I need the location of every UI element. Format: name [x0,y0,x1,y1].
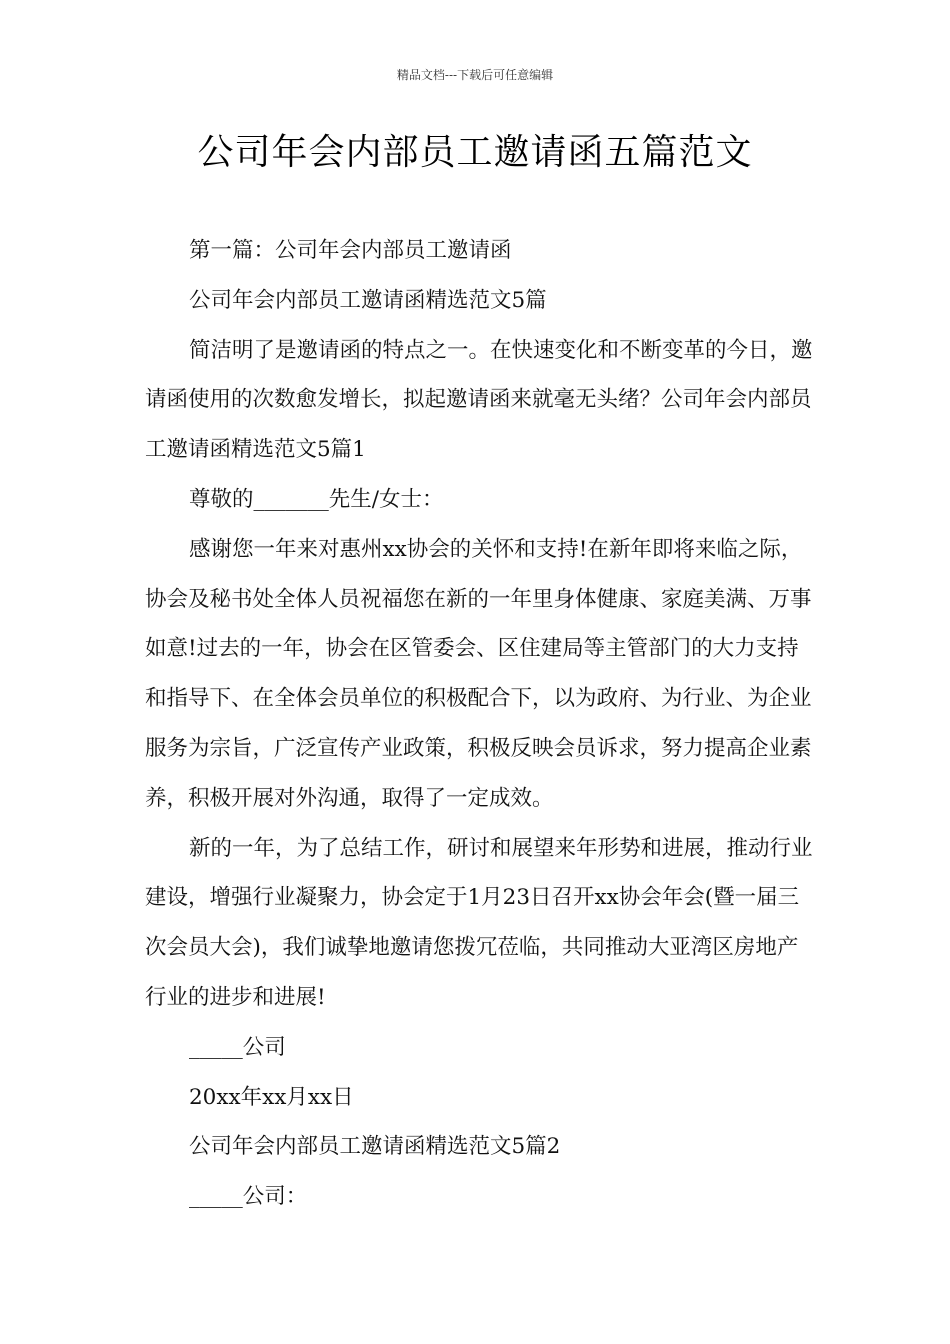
signature-date: 20xx年xx月xx日 [189,1084,354,1110]
document-body [145,226,815,1222]
intro-paragraph: 简洁明了是邀请函的特点之一。在快速变化和不断变革的今日，邀请函使用的次数愈发增长，拟起邀请函来就毫无头绪？公司年会内部员工邀请函精选范文5篇1 [145,337,813,463]
section-heading: 第一篇：公司年会内部员工邀请函 [189,238,512,263]
salutation: _____公司： [189,1184,308,1210]
document-title: 公司年会内部员工邀请函五篇范文 [197,132,753,173]
subtitle-line: 公司年会内部员工邀请函精选范文5篇2 [189,1134,561,1160]
subtitle-line: 公司年会内部员工邀请函精选范文5篇 [189,287,547,313]
body-paragraph: 感谢您一年来对惠州xx协会的关怀和支持!在新年即将来临之际，协会及秘书处全体人员祝福您在新的一年里身体健康、家庭美满、万事如意!过去的一年，协会在区管委会、区住建局等主管部门的大力支持和指导下、在全体会员单位的积极配合下，以为政府、为行业、为企业服务为宗旨，广泛宣传产业政策，积极反映会员诉求，努力提高企业素养，积极开展对外沟通，取得了一定成效。 [145,536,812,811]
body-paragraph: 新的一年，为了总结工作，研讨和展望来年形势和进展，推动行业建设，增强行业凝聚力，协会定于1月23日召开xx协会年会(暨一届三次会员大会)，我们诚挚地邀请您拨冗莅临，共同推动大亚湾区房地产行业的进步和进展! [145,835,813,1010]
header-note: 精品文档---下载后可任意编辑 [396,68,554,82]
signature-company: _____公司 [189,1034,286,1060]
salutation: 尊敬的_______先生/女士： [189,486,444,512]
